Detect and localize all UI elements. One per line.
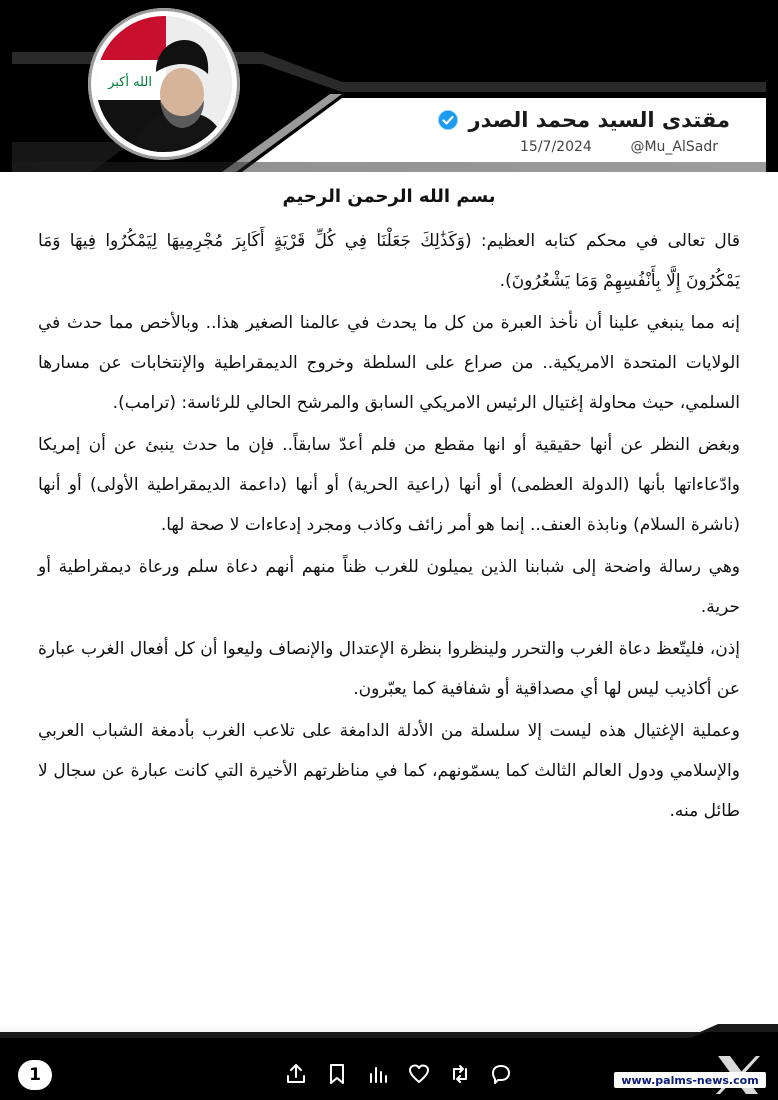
profile-header [0,0,778,172]
action-bar [282,1062,515,1086]
user-handle[interactable]: @Mu_AlSadr [630,139,718,155]
name-row [437,100,731,140]
repost-icon[interactable] [446,1062,474,1086]
reply-icon[interactable] [487,1062,515,1086]
basmala: بسم الله الرحمن الرحيم [282,186,496,207]
paragraph-3: وبغض النظر عن أنها حقيقية أو انها مقطع من فلم أعدّ سابقاً.. فإن ما حدث ينبئ عن أن إمريكا وادّعاءاتها بأنها (الدولة العظمى) أو أنها (راعية الحرية) أو أنها (داعمة الديمقراطية الأولى) أو أنها (ناشرة السلام) ونابذة العنف.. إنما هو أمر زائف وكاذب ومجرد إدعاءات لا صحة لها. [38,435,740,535]
page-number-badge: 1 [18,1060,52,1090]
like-icon[interactable] [405,1062,433,1086]
paragraph-5: إذن، فليتّعظ دعاة الغرب والتحرر ولينظروا بنظرة الإعتدال والإنصاف وليعوا أن كل أفعال الغرب عبارة عن أكاذيب ليس لها أي مصداقية أو شفافية كما يعبّرون. [38,639,740,699]
paragraph-4: وهي رسالة واضحة إلى شبابنا الذين يميلون للغرب ظناً منهم أنهم دعاة سلم ورعاة ديمقراطية أو حرية. [38,557,740,617]
share-icon[interactable] [282,1062,310,1086]
display-name[interactable]: مقتدى السيد محمد الصدر [468,108,730,132]
bookmark-icon[interactable] [323,1062,351,1086]
watermark: www.palms-news.com [614,1072,766,1088]
post-body [38,176,740,1026]
paragraph-1: قال تعالى في محكم كتابه العظيم: (وَكَذَٰلِكَ جَعَلْنَا فِي كُلِّ قَرْيَةٍ أَكَابِرَ مُجْرِمِيهَا لِيَمْكُرُوا فِيهَا وَمَا يَمْكُرُونَ إِلَّا بِأَنْفُسِهِمْ وَمَا يَشْعُرُونَ). [38,231,740,291]
meta-row [520,136,718,158]
avatar-image [96,16,232,152]
avatar[interactable] [96,16,232,152]
verified-badge-icon [437,109,459,131]
flag-text: الله أكبر [108,75,152,90]
paragraph-2: إنه مما ينبغي علينا أن نأخذ العبرة من كل ما يحدث في عالمنا الصغير هذا.. وبالأخص مما حدث في الولايات المتحدة الامريكية.. من صراع على السلطة وخروج الديمقراطية والإنتخابات عن مسارها السلمي، حيث محاولة إغتيال الرئيس الامريكي السابق والمرشح الحالي للرئاسة: (ترامب). [38,313,740,413]
paragraph-6: وعملية الإغتيال هذه ليست إلا سلسلة من الأدلة الدامغة على تلاعب الغرب بأدمغة الشباب العربي والإسلامي ودول العالم الثالث كما يسمّونهم، كما في مناظرتهم الأخيرة التي كانت عبارة عن سجال لا طائل منه. [38,721,740,821]
views-icon[interactable] [364,1062,392,1086]
post-date: 15/7/2024 [520,139,592,155]
